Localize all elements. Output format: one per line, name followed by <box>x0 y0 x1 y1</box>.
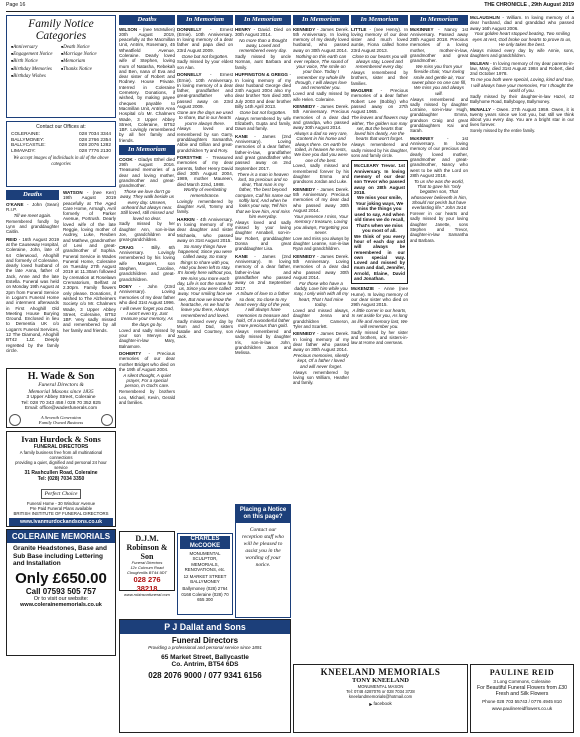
notice-name: KANE <box>235 133 248 139</box>
wade-tagline: Funeral Directors & <box>38 382 84 388</box>
notice-signature: Always remembered by loving son William, Heather and family. <box>293 369 349 386</box>
notice-name: LITTLE <box>351 26 367 32</box>
wade-address: 3 Upper Abbey Street, Coleraine <box>26 395 96 400</box>
notice-signature: Sadly missed by her sister and brothers, and sisters-in-law at Home and overseas. <box>351 329 408 346</box>
ad-charles-mccooke <box>177 533 233 615</box>
pauline-tel: Phone 028 703 55743 / 0776 4945 810 <box>482 699 562 705</box>
category-item: ■ Thanks Notice <box>61 66 111 73</box>
notice-signature: Always remembered and sadly missed by his daughter, sons and family circle. <box>351 142 408 158</box>
notice-name: KANE <box>235 253 248 259</box>
notice-verse: There is a man in heaven lord, So precious and so dear, That man is my father, The best beyond compare, Call his name out softly lord, And when he looks your way, Tell him that we love him, And miss him everyday. <box>235 171 291 219</box>
notice-name: KENNEDY <box>293 26 316 32</box>
notice-signature: Lovingly remembered by daughter Avril, Tommy and family. <box>177 198 233 215</box>
notice-kennedy-1 <box>293 27 349 102</box>
column-3 <box>177 15 233 615</box>
notice-verse: So many things have happened, Since you were called away, So many things to share with you, Had you been left to stay. It's lonely here without you, We miss you more each day, Life is not the same for us, Since you were called away. Your smiling face we see, But now we know the heartache, As we had to leave you there, Always remembered and loved. <box>177 243 233 318</box>
colmem-tel: Call 07593 505 757 <box>25 586 97 596</box>
category-item: ■ Birth Notice <box>11 58 61 65</box>
placing-head: Placing a Notice on this page? <box>236 505 290 523</box>
notice-verse: A tribute of love to a father so dear, So close to my heart every day of the year, I will always have memories to treasure and hold, Of a wonderful father more precious than gold. <box>235 291 291 329</box>
notice-kennedy-2 <box>293 104 349 185</box>
notice-name: DONNELLY <box>177 72 202 78</box>
ivan-tel: Tel: (028) 7034 3350 <box>37 475 85 482</box>
contact-town: COLERAINE: <box>11 132 41 137</box>
notice-verse: I will never forget you Dad, I won't even try, Just treasure your memory, As the days go by. <box>120 305 174 327</box>
notice-reid <box>6 237 59 354</box>
notice-name: McKINNEY <box>410 26 434 32</box>
dallat-line: Providing a professional and personal service since 1891 <box>148 645 262 650</box>
notice-text: - David. Died on 30th August 2014. <box>235 26 291 37</box>
notice-text: - Anne (nee Hume). In loving memory of our dear sister who died on 29th August 2015. <box>351 286 408 308</box>
kneeland-tel: Tel: 0748 4287076 or 028 7034 3728 <box>346 689 415 694</box>
notice-name: KENNEDY <box>293 331 316 337</box>
ivan-sub: FUNERAL DIRECTORS <box>33 443 89 450</box>
facebook-label: facebook <box>373 701 392 706</box>
dallat-sub: Funeral Directors <box>171 636 239 645</box>
charles-slot <box>177 530 233 616</box>
notice-mckinney-1 <box>410 27 468 134</box>
ivan-pre: Pre Paid Funeral Plans available <box>29 505 93 511</box>
colmem-desc: Granite Headstones, Base and Sub Base including Lettering and Installation <box>13 545 107 567</box>
notice-name: McKINNEY <box>410 135 434 141</box>
notice-signature: Sadly missed by your eldest son Alan. <box>177 59 233 70</box>
notice-text: - James Derek. In loving memory of my dear father who passed away on 30th August 2014. <box>293 331 349 353</box>
notice-mccleary-box <box>351 160 408 284</box>
notice-signature: Sorely missed by the entire family. <box>470 127 536 133</box>
dallat-head: P J Dallat and Sons <box>120 620 290 634</box>
notice-text: - In loving memory of my dear parents-in-law, Mary, died 31st August 1984 and Robert, died 2nd October 1978. <box>470 60 574 77</box>
notice-text: - Ernest (Ernie). 10th Anniversary. In loving memory of a dear father and papa died on 23rd August 2009. <box>177 26 233 53</box>
notice-okane <box>6 202 59 235</box>
notice-henry <box>235 27 291 71</box>
category-item: ■ Memoriam <box>61 58 111 65</box>
notice-verse: Your golden heart stopped beating, Two smiling eyes at rest, God broke our hearts to prove to us, He only takes the best. <box>472 31 572 48</box>
ivan-home: Funeral Home - 30 Windsor Avenue <box>26 500 96 506</box>
category-item: ■ Marriage Notice <box>61 51 111 58</box>
notice-signature: Always loved and sadly missed by your loving daughter Annabell, son-in-law Robert, granddaughter Donna and great granddaughter Lisa. <box>235 219 291 252</box>
deaths-columns <box>6 190 116 368</box>
column-5 <box>293 15 349 660</box>
in-memoriam-banner: In Memoriam <box>410 15 468 25</box>
notice-signature: We think of you every hour of each day and will always be remembered in our own special way. Loved and missed by mum and dad, Jennifer, Arnold, Elaine, David and Jonathan. <box>354 233 405 282</box>
perfect-choice-logo: Perfect Choice <box>41 489 82 499</box>
notice-donnelly-1 <box>177 27 233 71</box>
notice-verse: To me you both were special, Loving, kind and true, I will always have your memories, For I thought the world of you. <box>470 77 574 93</box>
notice-verse: We miss you from your fireside chair, Your loving smile and gentle air, Your sweet place no one can fill, We miss you and always will. <box>411 64 467 96</box>
notice-signature: Sadly missed by her daughter Ann, son-in-law Joe, grandchildren and great-grandchildren. <box>119 221 175 243</box>
notice-mclean <box>470 61 574 105</box>
robinson-sub: Funeral Directors <box>131 560 163 565</box>
notice-doey <box>119 284 175 349</box>
notice-text: - James (2nd Anniversary). Loving memories of a dear father, father-in-law, grandfather and great grandfather who passed away on 2nd September 2017. <box>235 133 291 171</box>
notice-text: - Treasured memories of my dear parents, father Henry David died 30th August 2004, 1989, mother Maureen, died March 22nd, 1988. <box>177 155 233 187</box>
seal-icon <box>9 414 21 426</box>
notice-text: - (nee Henry). In loving memory of our dear sister and much loved auntie, Fiona called home 23rd August 2013. <box>351 26 408 53</box>
deaths-banner: Deaths <box>119 15 175 25</box>
notice-signature: Always remembered by brothers, sister and their families. <box>351 70 408 86</box>
contact-tel: 028 7034 3344 <box>78 132 111 137</box>
notice-verse: A silent thought, A quiet prayer, For a special person, In God's care. <box>123 372 171 389</box>
notice-verse: Gone are the days we used to share, But in our hearts you're always there. <box>177 109 233 126</box>
notice-kennedy-4 <box>293 254 349 329</box>
left-column <box>6 15 116 733</box>
kneeland-line: MONUMENTAL MASON <box>357 684 404 689</box>
notice-verse: To us she was the world, That to gave his "only begotten son, That whosoever believeth in him, Should not perish but have everlasting life." John 3v16 <box>410 178 468 211</box>
notice-text: - Precious memories of a dear father Robert Lee (Bobby) who passed away on 27th August 1965. <box>351 88 408 115</box>
notice-verse: Gone but not forgotten. <box>239 109 287 115</box>
notice-signature: Always remembered and sadly missed by daughter Lorraine, son-in-law Hugh, granddaughter Emma, grandson Craig and great granddaughters Kai and Sarah. <box>410 96 468 134</box>
pauline-address: 3 Long Commons, Coleraine <box>493 679 551 684</box>
notice-text: - James (2nd Anniversary). In loving memory of a dear father, father-in-law and grandfather who passed away on 2nd September 2017. <box>235 253 291 291</box>
notice-kennedy-3 <box>293 187 349 252</box>
in-memoriam-banner: In Memoriam <box>119 145 175 155</box>
notice-signature: Loved, sadly missed and remembered forever by his daughter Emma and grandsons Jordan and Luke. <box>293 163 349 185</box>
page-number: Page 16 <box>6 2 26 8</box>
notice-name: McCLEARY <box>354 163 379 169</box>
notice-verse: The leaves and flowers may wither, The golden sun may set, But the hearts that loved him dearly, Are the hearts that won't forget. <box>351 115 408 142</box>
notice-text: - 1st Anniversary. In loving memory of our precious and dearly loved mother, grandmother and great-grandmother, Nancy who went to be with the Lord on 28th August 2018. <box>410 135 468 178</box>
notice-verse: Gone but not forgotten. <box>181 53 229 59</box>
notice-text: - John (23rd Anniversary). Loving memories of my dear father who died 31st August 1996. <box>119 284 175 305</box>
ivan-line: A family business free from all multinational connections <box>19 449 103 460</box>
wade-footer <box>9 414 113 426</box>
column-2 <box>119 15 175 615</box>
deaths-banner: Deaths <box>6 190 59 200</box>
notice-cook <box>119 157 175 243</box>
ad-pj-dallat <box>119 619 291 733</box>
ad-ivan-hurdock <box>6 431 116 527</box>
notice-text: - 4th Anniversary. In loving memory of my dear daughter and sister Michaela, who passed away on 31st August 2015. <box>177 216 233 243</box>
dallat-address: 65 Market Street, Ballycastle <box>161 654 249 661</box>
contact-note: We accept images of individuals in all of the above categories <box>13 156 109 167</box>
notice-name: HUFFINGTON & GREGG <box>235 72 288 78</box>
placing-slot <box>235 500 291 616</box>
notice-donnelly-2 <box>177 72 233 153</box>
deaths-col-a <box>6 190 59 368</box>
charles-line: 12 MARKET STREET BALLYMONEY <box>183 574 227 585</box>
ad-h-wade <box>6 368 116 428</box>
paper-date: THE CHRONICLE , 29th August 2019 <box>484 2 574 8</box>
notice-kennedy-5 <box>293 331 349 385</box>
contact-town: BALLYCASTLE: <box>11 143 46 149</box>
notice-text: - William. In loving memory of a dear husband, dad and granddad who passed away 16th August 2006. <box>470 15 574 31</box>
notice-text: - In loving memory of my dear husband George died 24th August 2004 also my dear brother Tom died 30th July 2003 and dear brother Billy 14th April 2013. <box>235 72 291 110</box>
notice-text: - John (Sean) R.I.P. <box>6 201 59 212</box>
notice-name: HENRY <box>235 26 251 32</box>
dallat-address-2: Co. Antrim, BT54 6DS <box>171 661 239 668</box>
notice-name: MAGUIRE <box>351 88 373 94</box>
contact-row <box>11 149 111 155</box>
wade-generation: A Seventh Generation Family Owned Business <box>38 414 84 425</box>
notice-craig <box>119 245 175 282</box>
contact-offices <box>6 121 116 187</box>
notice-name: McNALLY <box>470 106 492 112</box>
notice-text: - James Derek. 5th Anniversary. Precious memories of my dear dad who passed away 30th August 2014. <box>293 186 349 214</box>
ivan-website[interactable]: www.ivanmurdockandsons.co.uk <box>9 518 113 526</box>
notice-name: KENNEDY <box>293 186 316 192</box>
notice-text: - Owen. 27th August 1959. Owen, it is twenty years since we lost you, but still we think about you every day. You are a bright star in our lives forever. <box>470 106 574 128</box>
ivan-assoc: BRITISH INSTITUTE OF FUNERAL DIRECTORS <box>13 510 109 516</box>
kneeland-name: KNEELAND MEMORIALS <box>320 667 441 677</box>
notice-name: O'KANE <box>6 201 24 207</box>
category-item: ■ Birthday Memories <box>11 66 61 73</box>
notice-signature: Love and miss you always by daughter Leanne, son-in-law Ryan and grandchildren. <box>293 235 349 252</box>
notice-signature: Always remembered and sadly missed by daughter Iris, son-in-law John, grandchildren Jason and Melissa. <box>235 329 291 356</box>
contact-town: BALLYMONEY: <box>11 137 45 143</box>
notice-harkin <box>177 217 233 340</box>
wade-tagline-2: Memorial Masons since 1835 <box>28 388 94 395</box>
notice-little <box>351 27 408 86</box>
contact-tel: 028 7776 2130 <box>78 148 111 154</box>
notice-mclaughlin <box>470 15 574 59</box>
notice-kane-2 <box>235 254 291 356</box>
notice-verse: For those who have a daddy, Love him while you may, I only wish with all my heart, That I had mine today. <box>293 280 349 308</box>
notice-verse: Always a dad so very rare, Content in his home and always there. On earth he toiled, in heaven he rests, We love you dad you were one of the best. <box>294 131 348 163</box>
in-memoriam-banner: In Memoriam <box>351 15 408 25</box>
in-memoriam-banner: In Memoriam <box>235 15 291 25</box>
kneeland-email[interactable]: kneelandmemorials@hotmail.com <box>348 694 413 699</box>
notice-name: McLEAN <box>470 60 489 66</box>
notice-signature: Sadly missed by uncle Norman, aunt Barbara and family. <box>235 54 291 70</box>
notice-signature: Forever in our hearts and sadly missed by your loving daughter Janette, sons Stephen and Trevor, daughter-in-law Samantha and Barbara. <box>410 211 468 243</box>
in-memoriam-banner: In Memoriam <box>177 15 233 25</box>
notice-name: REID <box>6 236 17 242</box>
notice-name: CRAIG <box>119 244 134 250</box>
colmem-price: Only £650.00 <box>15 569 107 587</box>
notice-name: FORSYTHE <box>177 155 202 161</box>
notice-verse: Till we meet again. <box>13 212 52 218</box>
notice-signature: Always remembered by wife Elizabeth, Gupta and family, Dawn and family. <box>235 115 291 132</box>
colmem-visit: Or to visit our website: <box>33 595 89 602</box>
notice-name: DOHERTY <box>119 351 142 357</box>
contact-tel: 028 2766 2354 <box>78 137 111 143</box>
notice-mcnally <box>470 107 574 133</box>
notice-verse: Nothing on this earth can ever replace, The sound of your voice, The smile on your face. Today I remember my whole life through, I will always love and remember you. <box>293 53 349 91</box>
pauline-name: PAULINE REID <box>489 668 555 677</box>
notice-signature: Always missed every day by wife Annie, sons, daughters and grandchildren. <box>470 47 574 59</box>
seal-icon <box>101 414 113 426</box>
notice-verse: Close to our hearts you will always stay, Loved and remembered every day. <box>352 53 407 70</box>
categories-title: Family Notice Categories <box>28 18 94 42</box>
notice-signature: Always loved and remembered by son Garry, granddaughters Samantha, Abbie and Gillian and great-grandchildren Ty and Rory. <box>177 126 233 153</box>
colmem-website[interactable]: www.colerainememorials.co.uk <box>20 601 102 608</box>
column-6 <box>351 15 408 660</box>
robinson-address: 12c Culcrum Road Cloughmills BT44 9DT <box>126 564 167 575</box>
notice-name: KENNEDY <box>293 104 316 110</box>
contact-tel: 028 2076 1282 <box>78 143 111 149</box>
notice-verse: No more than a thought away, Loved and remembered every day. <box>239 37 287 54</box>
in-memoriam-banner: In Memoriam <box>293 15 349 25</box>
category-item: ■ Birthday Wishes <box>11 73 61 80</box>
charles-line: MONUMENTAL SCULPTOR, MEMORIALS, RENOVATIONS, etc. <box>184 551 226 572</box>
notice-signature: Loved and sadly missed by wife Helen. Coleraine. <box>293 91 349 102</box>
notice-signature: Loved and missed always, daughter Jenna and grandchildren Cameron, Tyler and Scarlett. <box>293 307 349 329</box>
placing-notice-box <box>235 504 291 618</box>
contact-town: LIMAVADY: <box>11 148 36 154</box>
notice-name: KENNEDY <box>293 253 316 259</box>
notice-name: DONNELLY <box>177 26 202 32</box>
pauline-line: For Beautiful Funeral Flowers from £30 <box>477 684 567 691</box>
deaths-col-b <box>63 190 116 368</box>
ad-kneeland-memorials <box>293 664 468 733</box>
notice-text: - Nancy 1st Anniversary. Passed away 28th August 2018. Precious memories of a loving mother, mother-in-law, grandmother and great grandmother. <box>410 26 468 64</box>
notice-name: COOK <box>119 156 133 162</box>
pauline-line-2: Fresh and Silk Flowers <box>495 690 549 697</box>
pauline-web[interactable]: www.paulinereidflowers.co.uk <box>491 706 553 712</box>
wade-email: Email: office@wadesfunerals.com <box>24 406 98 412</box>
ad-robinson <box>119 531 175 598</box>
notice-signature: Loved and sadly missed by your son Mervyn and daughter-in-law Mary, Balnamore. <box>119 327 175 349</box>
placing-body: Contact our reception staff who will be pleased to assist you in the wording of your notice. <box>242 527 284 568</box>
notice-verse: Your presence I miss, Your memory I treasure, Loving you always, Forgetting you never. <box>293 213 349 235</box>
notice-verse: Worthy of everlasting remembrance. <box>183 187 227 198</box>
notice-text: - (nee Kerr) 19th August 2019 peacefully at The Aged Care Home, Armagh, Avril formerly of Parker Avenue, Portrush. Dearly loved wife of the late Reggie, loving mother of Audrey, Luke, Reuben and Mathew, grandmother of Levi and great-grandmother of Sophia. Funeral Service in Wades Funeral Home, Coleraine on Tuesday 27th August 2019 at 11.30am followed by cremation at Roselawn Crematorium, Belfast at 2.30pm. Family flowers only please. Donations, if wished to The Alzheimers Society c/o Mr. Chalmers Wade, 3 Upper Abbey Street, Coleraine, BT52 1BF. Very sadly missed and remembered by all her family and friends. <box>63 190 116 333</box>
robinson-web[interactable]: www.robinsonfuneral.com <box>124 592 170 598</box>
ivan-address: 31 Rashcullen Road, Coleraine <box>24 469 98 476</box>
charles-line: Ballymoney (028) 2764 0168 Coleraine (028) 70 655 300 <box>181 586 229 602</box>
notice-kane-1 <box>235 134 291 252</box>
notice-name: McLAUGHLIN <box>470 15 500 20</box>
contact-heading: Contact our Offices at: <box>36 124 86 130</box>
notice-text: - James Derek. 5th Anniversary. In loving memory of my dearly loved husband, who passed away on 30th August 2014. <box>293 26 349 53</box>
categories-list <box>11 44 111 80</box>
notice-text: - James Derek. 5th Anniversary. Precious memories of a dear dad and grandpa, who passed away 30th August 2014. <box>293 104 349 131</box>
notice-text: Trevor. 1st Anniversary. In loving memory of our dear son Trevor who passed away on 28th August 2018. <box>354 163 405 195</box>
family-notice-categories <box>6 15 116 118</box>
category-item: ■ Anniversary <box>11 44 61 51</box>
ivan-line: providing a quiet, dignified and personal 24 hour service <box>15 459 107 470</box>
dallat-tel: 028 2076 9000 / 077 9341 6156 <box>148 671 262 680</box>
ad-coleraine-memorials <box>6 529 116 656</box>
notice-mckenzie <box>351 286 408 345</box>
kneeland-person: TONY KNEELAND <box>352 677 409 684</box>
notice-mckinney-2 <box>410 136 468 243</box>
notice-wilson <box>119 27 175 144</box>
notice-maguire <box>351 88 408 158</box>
column-7 <box>410 15 468 660</box>
robinson-tel: 028 276 38218 <box>133 575 161 594</box>
page-header <box>6 2 574 12</box>
notice-verse: Those we love don't go away, They walk beside us every day. Unseen, unheard but always near. Still loved, still missed and loved so dear. <box>120 189 174 221</box>
robinson-name: D.J.M. Robinson & Son <box>126 534 168 561</box>
notice-signature: Remembered fondly by Lynn and granddaughter Caitlin. <box>6 218 59 235</box>
notice-name: HARKIN <box>177 216 195 222</box>
colmem-head: COLERAINE MEMORIALS <box>7 530 115 543</box>
notice-verse: Precious memories, silently kept, Of a father I loved and will never forget. <box>293 353 349 369</box>
notice-text: - (nee McMullen) 20th August 2019, peacefully at the Macmillan Unit, Antrim, Rosemary, 45 Wheatfield Avenue, Coleraine. Dearly loved wife of Stephen, loving mum of Natasha, Rebekah and Ben, nana of Eva and dear sister of Robert and Rodney. House Private. Interred in Coleraine Cemetery. Donations, if wished, by making payee cheques payable to Macmillan Unit, Antrim Area Hospital c/o Mr. Chalmers Wade, 3 Upper Abbey Street, Coleraine, BT52 1BF. Lovingly remembered by all her family and friends. <box>119 26 175 143</box>
facebook-icon[interactable]: ▶ facebook <box>369 701 392 707</box>
notice-signature: Remembered by brothers Leo, Michael, Kevin, Gerald and families. <box>119 389 175 405</box>
notice-name: McKENZIE <box>351 286 374 292</box>
charles-name: CHARLES McCOOKE <box>180 536 230 549</box>
notice-signature: Sadly missed every day by Mum and Dad, sisters Natalie and Courtney, son Jack. <box>177 318 233 340</box>
notice-text: - Precious memories of our dear mother Bridget who died on the 19th of August 2004. <box>119 351 175 372</box>
notice-mccleary <box>354 163 405 281</box>
notice-forsythe <box>177 155 233 214</box>
notice-watson <box>63 190 116 333</box>
notice-text: - Gladys Ethel died 29th August 2016. Treasured memories of a dear and loving mother, grandmother and great-grandmother. <box>119 156 175 189</box>
ad-pauline-reid <box>470 664 574 733</box>
notice-text: - 16th August 2019 at the Causeway Hospital, Coleraine, John, late of 64 Glenwood, Ahoghill and formerly of Coleraine, dearly loved husband of the late Anna, father of Jack, Anne and the late Estella. Funeral was held on Monday 19th August at 2pm from Funeral Service in Logan's Funeral Home and interment afterwards in First Ahoghill Old Meeting House Burying Ground. Enclosed in lieu to Dementia UK c/o Logan's Funeral Services, 12 The Diamond, Ahoghill BT42 1JZ. Deeply regretted by the family circle. <box>6 236 59 353</box>
notice-text: - James Derek. 5th Anniversary. Loving memories of a dear dad who passed away 30th August 2014. <box>293 253 349 280</box>
notice-signature: Sadly missed by their daughter-in-law Hazel, 42 Ballyhome Road, Ballybogey, Ballymoney. <box>470 93 574 105</box>
ivan-name: Ivan Hurdock & Sons <box>21 433 101 444</box>
column-8 <box>470 15 574 660</box>
notice-huffington <box>235 72 291 131</box>
robinson-slot <box>119 528 175 616</box>
notice-verse: We miss your smile, Your joking ways, We miss the things you used to say, And when old times we do recall, That's when we miss you most of all. <box>354 195 405 234</box>
notice-verse: A little corner in our hearts, Is set aside for you, As long as life and memory last, We will remember you. <box>351 308 408 329</box>
wade-name: H. Wade & Son <box>27 371 95 382</box>
wade-tel: Tel: 028 70 343 458 / 028 70 352 825 <box>21 400 101 406</box>
notice-text: - Billy. 6th Anniversary. Lovingly remembered by his loving wife Margaret, son Stephen, Caroline, grandchildren and great-grandchildren. <box>119 244 175 282</box>
notice-name: WATSON <box>63 190 83 195</box>
category-item: ■ Engagement Notice <box>11 51 61 58</box>
notice-name: WILSON <box>119 26 138 32</box>
category-item: ■ Death Notice <box>61 44 111 51</box>
notice-name: DOEY <box>119 284 132 290</box>
notice-text: - Ernest (Ernie). 10th Anniversary. In loving memory of a dear father, grandfather and great-grandfather who passed away on 23rd August 2009. <box>177 72 233 110</box>
notice-doherty <box>119 351 175 405</box>
